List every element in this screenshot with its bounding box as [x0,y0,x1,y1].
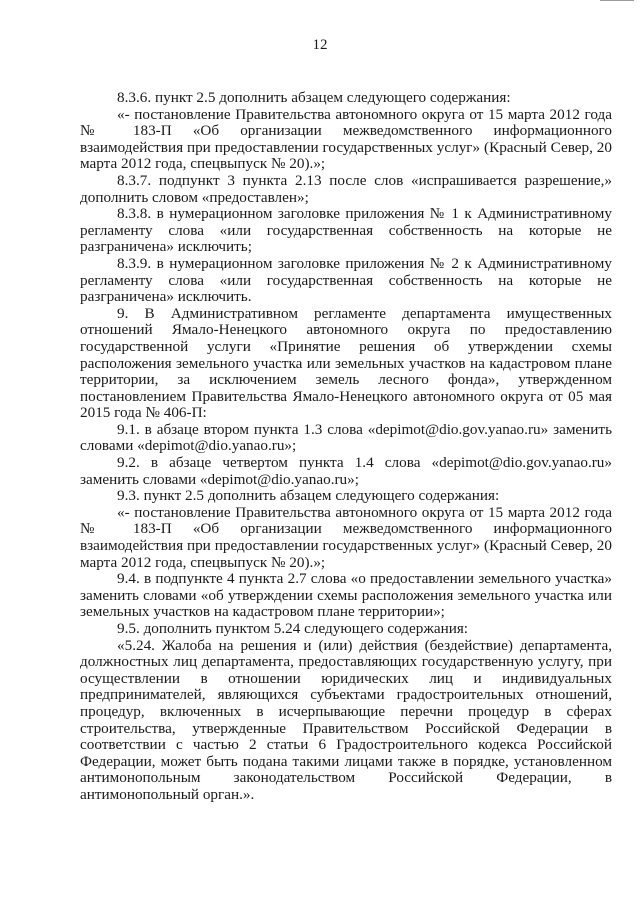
paragraph-8-3-6: 8.3.6. пункт 2.5 дополнить абзацем следующего содержания: [117,89,511,106]
paragraph-quote-183-p-2: «- постановление Правительства автономного округа от 15 марта 2012 года № 183-П «Об организации межведомственного информационного взаимодействия при предоставлении государственных услуг» (Красный Север, 20 марта 2012 года, спецвыпуск № 20).»; [80,503,612,571]
paragraph-9: 9. В Административном регламенте департамента имущественных отношений Ямало-Ненецкого автономного округа по предоставлению государственной услуги «Принятие решения об утверждении схемы расположения земельного участка или земельных участков на кадастровом плане территории, за исключением земель лесного фонда», утвержденном постановлением Правительства Ямало-Ненецкого автономного округа от 05 мая 2015 года № 406-П: [80,304,612,422]
paragraph-9-2: 9.2. в абзаце четвертом пункта 1.4 слова «depimot@dio.gov.yanao.ru» заменить словами «depimot@dio.yanao.ru»; [80,454,612,488]
paragraph-8-3-8: 8.3.8. в нумерационном заголовке приложения № 1 к Административному регламенту слова «или государственная собственность на которые не разграничена» исключить; [80,205,612,256]
document-body [80,90,612,804]
paragraph-8-3-7: 8.3.7. подпункт 3 пункта 2.13 после слов «испрашивается разрешение,» дополнить словом «предоставлен»; [80,171,612,206]
paragraph-9-5: 9.5. дополнить пунктом 5.24 следующего содержания: [117,620,469,637]
paragraph-9-1: 9.1. в абзаце втором пункта 1.3 слова «depimot@dio.gov.yanao.ru» заменить словами «depimot@dio.yanao.ru»; [80,420,612,455]
paragraph-8-3-9: 8.3.9. в нумерационном заголовке приложения № 2 к Административному регламенту слова «или государственная собственность на которые не разграничена» исключить. [80,254,612,306]
page-number: 12 [312,37,328,53]
paragraph-quote-183-p: «- постановление Правительства автономного округа от 15 марта 2012 года № 183-П «Об организации межведомственного информационного взаимодействия при предоставлении государственных услуг» (Красный Север, 20 марта 2012 года, спецвыпуск № 20).»; [80,105,612,173]
paragraph-9-3: 9.3. пункт 2.5 дополнить абзацем следующего содержания: [117,487,500,505]
paragraph-9-4: 9.4. в подпункте 4 пункта 2.7 слова «о предоставлении земельного участка» заменить словами «об утверждении схемы расположения земельного участка или земельных участков на кадастровом плане территории»; [80,570,612,621]
paragraph-5-24: «5.24. Жалоба на решения и (или) действия (бездействие) департамента, должностных лиц департамента, предоставляющих государственную услугу, при осуществлении в отношении юридических лиц и индивидуальных предпринимателей, являющихся субъектами градостроительных отношений, процедур, включенных в исчерпывающие перечни процедур в сферах строительства, утвержденные Правительством Российской Федерации в соответствии с частью 2 статьи 6 Градостроительного кодекса Российской Федерации, может быть подана такими лицами также в порядке, установленном антимонопольным законодательством Российской Федерации, в антимонопольный орган.». [80,636,612,803]
scan-edge-mark [600,0,634,4]
